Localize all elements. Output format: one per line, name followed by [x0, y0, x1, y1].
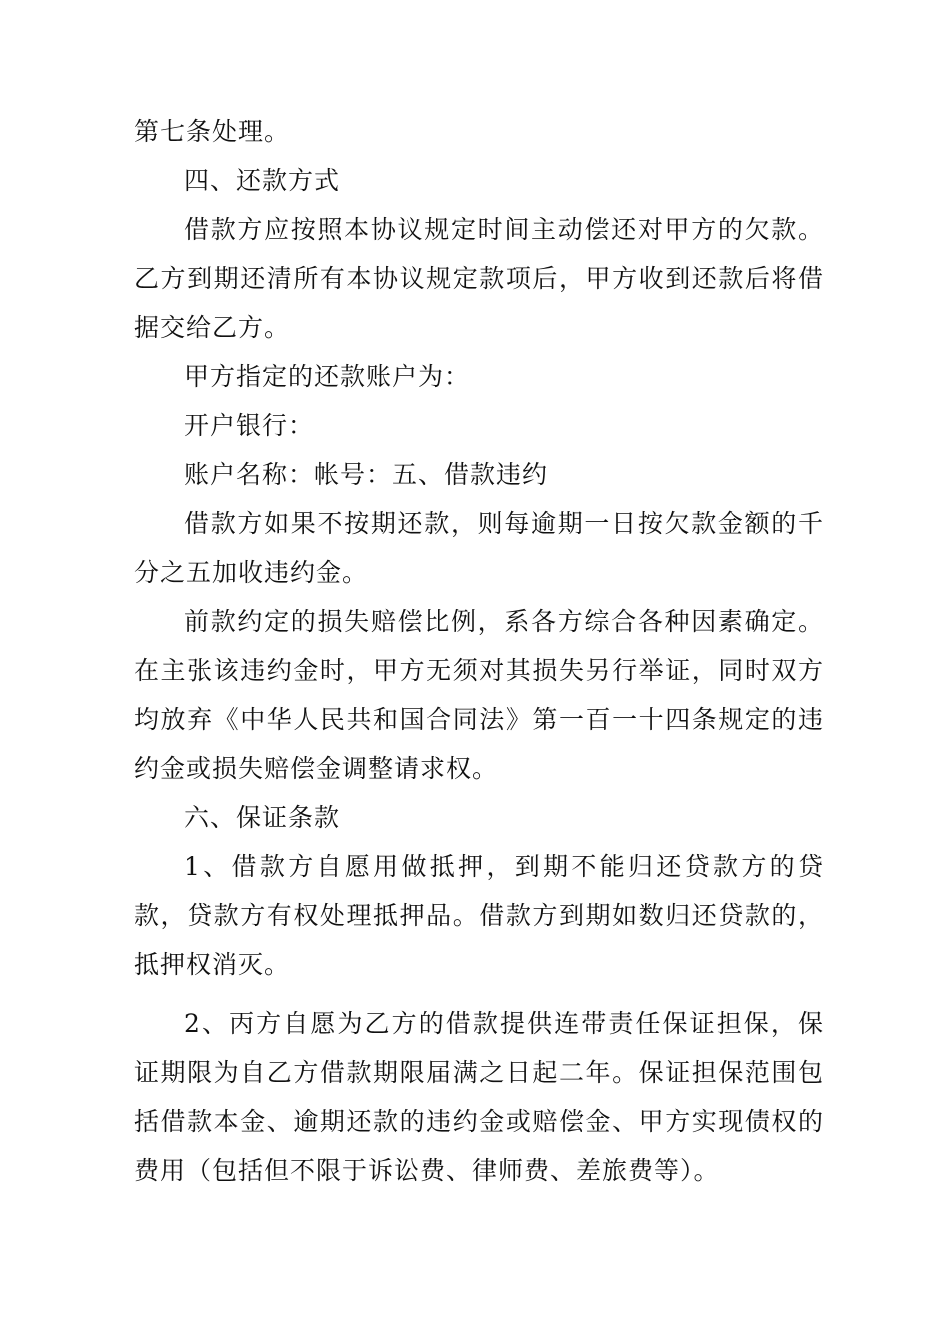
paragraph-repayment-account: 甲方指定的还款账户为：: [184, 362, 471, 391]
section-heading-guarantee: 六、保证条款: [184, 803, 341, 832]
paragraph-continuation: 第七条处理。: [134, 117, 291, 146]
paragraph-account-name: 账户名称：帐号：五、借款违约: [184, 460, 549, 489]
paragraph-spacer: [134, 989, 824, 999]
paragraph-bank: 开户银行：: [184, 411, 315, 440]
paragraph-guarantee-1: 1、借款方自愿用做抵押，到期不能归还贷款方的贷款，贷款方有权处理抵押品。借款方到期如数归还贷款的，抵押权消灭。: [134, 852, 824, 979]
paragraph-damages-ratio: 前款约定的损失赔偿比例，系各方综合各种因素确定。在主张该违约金时，甲方无须对其损失另行举证，同时双方均放弃《中华人民共和国合同法》第一百一十四条规定的违约金或损失赔偿金调整请求权。: [134, 607, 824, 783]
document-body: [134, 107, 824, 1195]
paragraph-late-penalty: 借款方如果不按期还款，则每逾期一日按欠款金额的千分之五加收违约金。: [134, 509, 824, 587]
section-heading-repayment: 四、还款方式: [184, 166, 341, 195]
paragraph-guarantee-2: 2、丙方自愿为乙方的借款提供连带责任保证担保，保证期限为自乙方借款期限届满之日起二年。保证担保范围包括借款本金、逾期还款的违约金或赔偿金、甲方实现债权的费用（包括但不限于诉讼费、律师费、差旅费等）。: [134, 1009, 824, 1185]
paragraph-repayment-terms: 借款方应按照本协议规定时间主动偿还对甲方的欠款。乙方到期还清所有本协议规定款项后，甲方收到还款后将借据交给乙方。: [134, 215, 824, 342]
